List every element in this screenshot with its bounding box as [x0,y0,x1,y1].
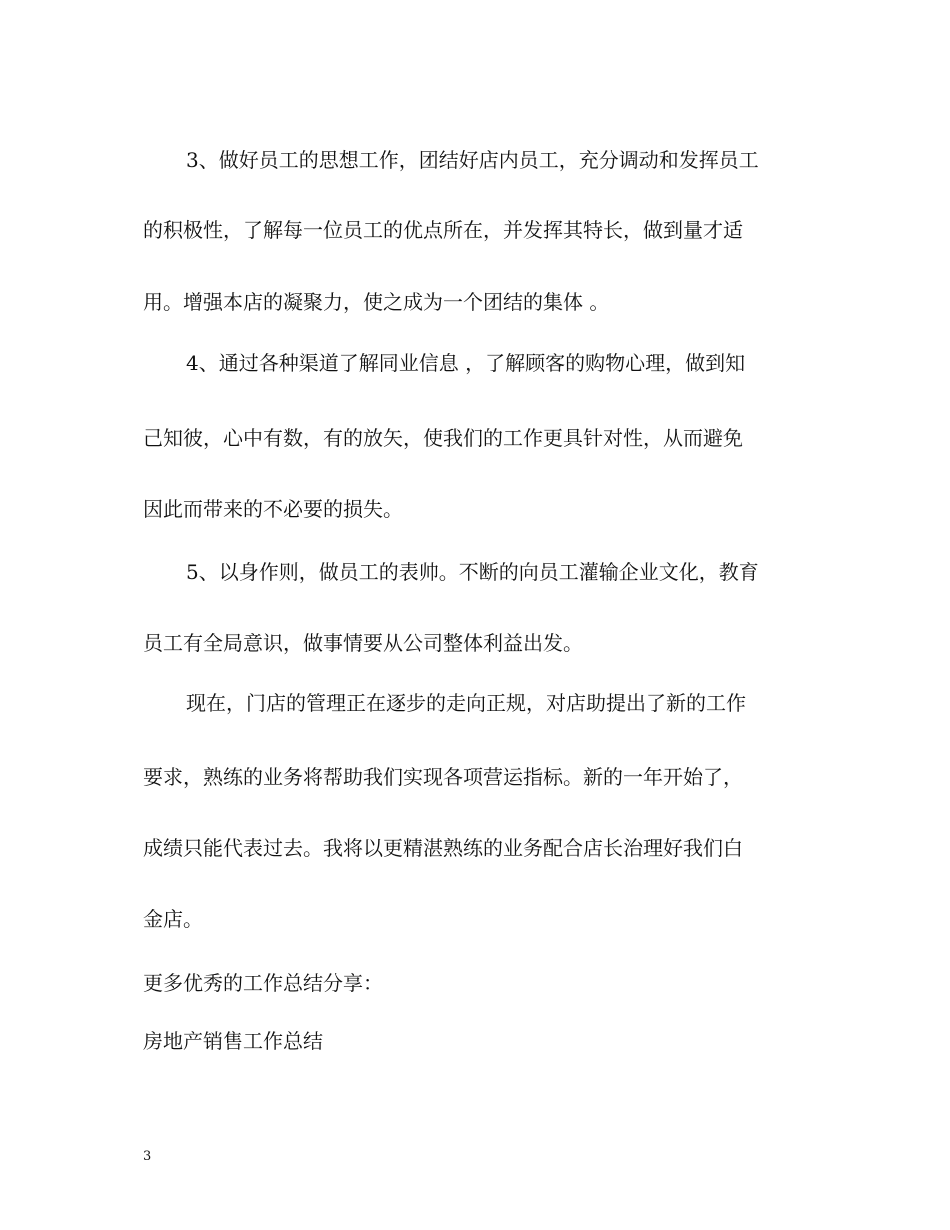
paragraph-5-line-1: 5、以身作则，做员工的表帅。不断的向员工灌输企业文化，教育 [186,560,759,584]
paragraph-3-line-3: 用。增强本店的凝聚力，使之成为一个团结的集体 。 [143,290,610,314]
conclusion-line-1: 现在，门店的管理正在逐步的走向正规，对店助提出了新的工作 [186,691,746,715]
paragraph-4-line-2: 己知彼，心中有数，有的放矢，使我们的工作更具针对性，从而避免 [143,426,743,450]
paragraph-3-line-2: 的积极性，了解每一位员工的优点所在，并发挥其特长，做到量才适 [143,218,743,242]
paragraph-4-line-1: 4、通过各种渠道了解同业信息 ，了解顾客的购物心理，做到知 [186,351,746,375]
paragraph-3-line-1: 3、做好员工的思想工作，团结好店内员工，充分调动和发挥员工 [186,148,759,172]
paragraph-4-line-3: 因此而带来的不必要的损失。 [143,497,403,521]
summary-link-real-estate-sales[interactable]: 房地产销售工作总结 [143,1029,323,1053]
more-summaries-heading: 更多优秀的工作总结分享： [143,971,383,995]
conclusion-line-2: 要求，熟练的业务将帮助我们实现各项营运指标。新的一年开始了， [143,765,743,789]
conclusion-line-4: 金店。 [143,907,203,931]
paragraph-5-line-2: 员工有全局意识，做事情要从公司整体利益出发。 [143,631,583,655]
page-number: 3 [143,1149,152,1164]
conclusion-line-3: 成绩只能代表过去。我将以更精湛熟练的业务配合店长治理好我们白 [143,836,743,860]
